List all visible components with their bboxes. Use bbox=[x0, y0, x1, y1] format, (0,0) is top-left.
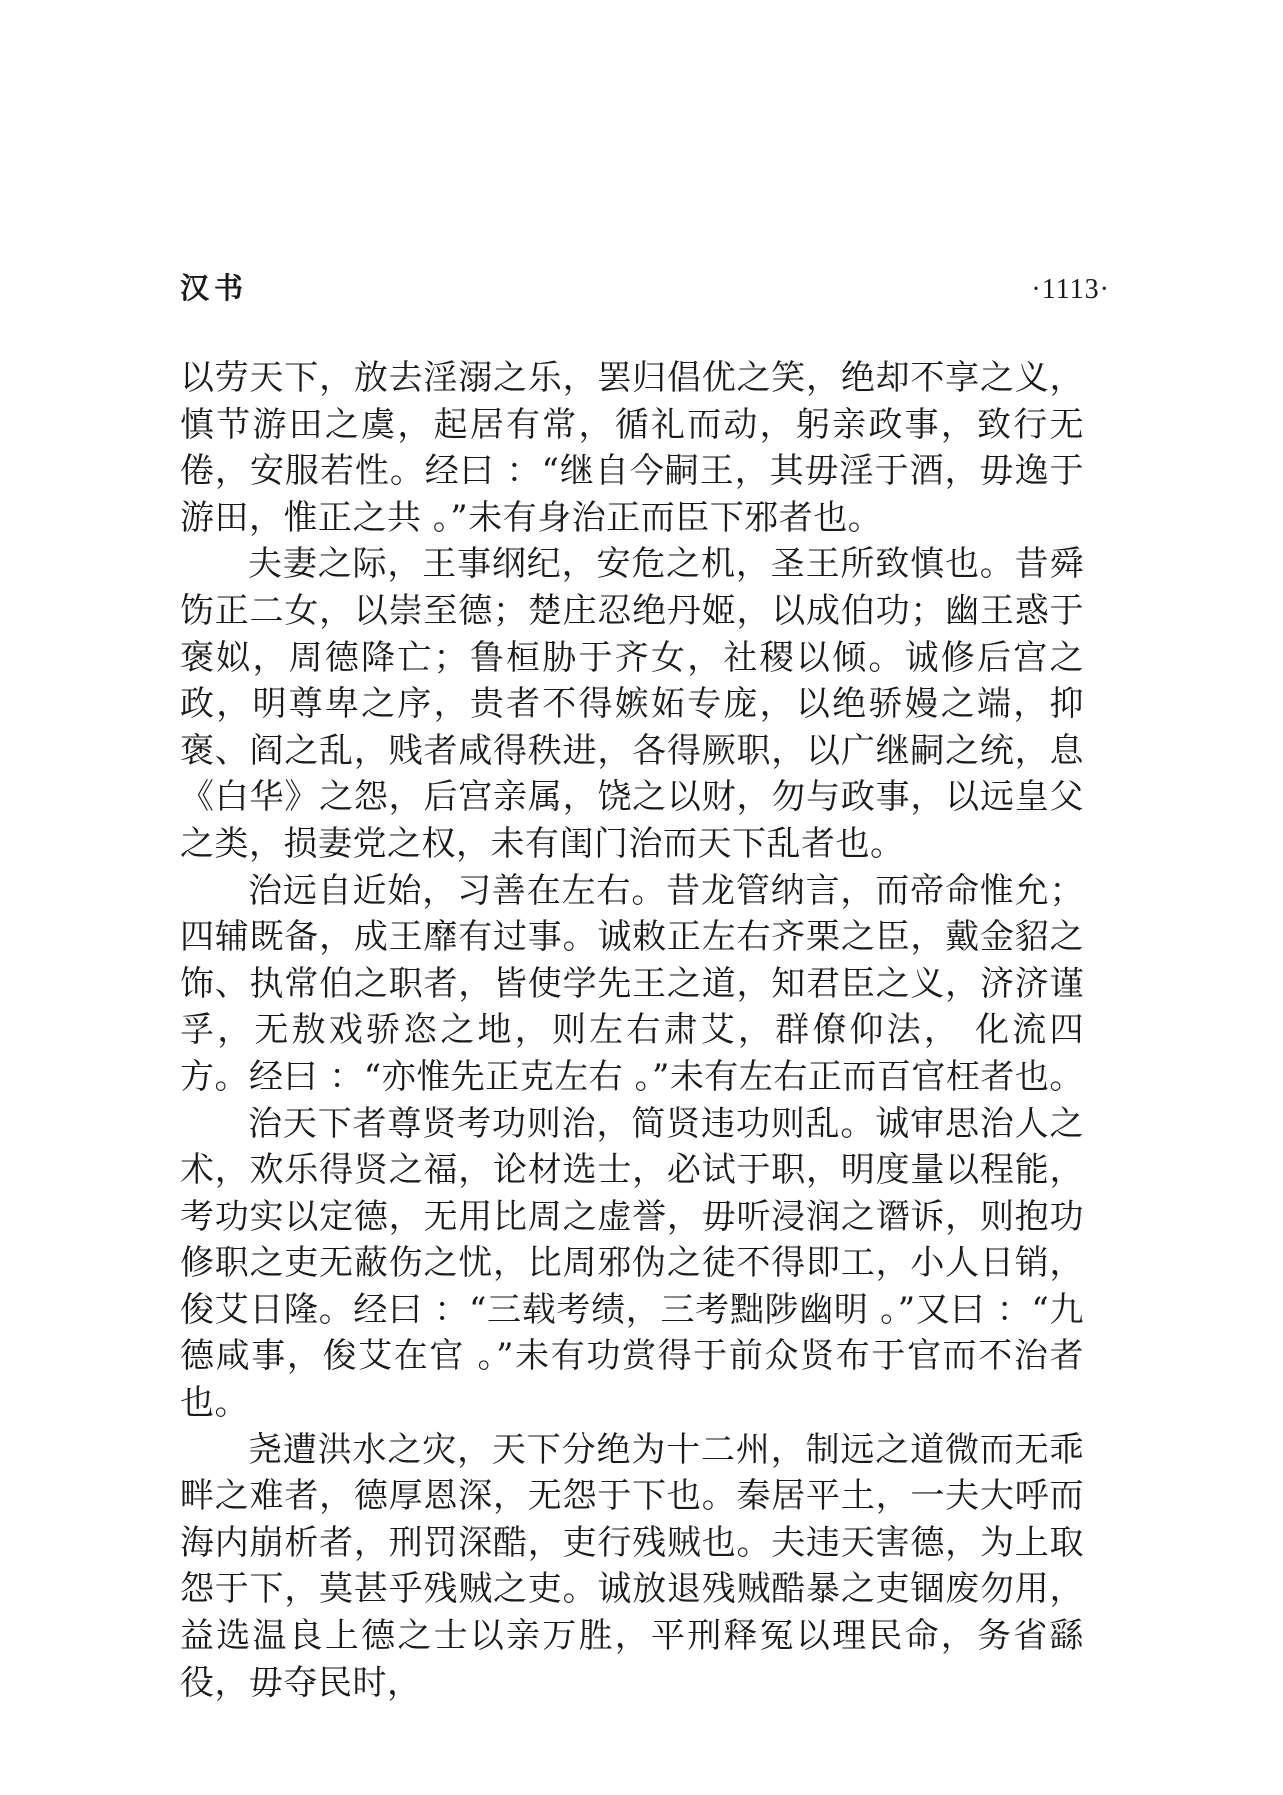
paragraph-1: 以劳天下，放去淫溺之乐，罢归倡优之笑，绝却不享之义，慎节游田之虞，起居有常，循礼而动，躬亲政事，致行无倦，安服若性。经曰 ：“继自今嗣王，其毋淫于酒，毋逸于游田，惟正之共 。”未有身治正而臣下邪者也。 bbox=[180, 358, 1084, 538]
paragraph-3: 治远自近始，习善在左右。昔龙管纳言，而帝命惟允；四辅既备，成王靡有过事。诚敕正左右齐栗之臣，戴金貂之饰、执常伯之职者，皆使学先王之道，知君臣之义，济济谨孚，无敖戏骄恣之地，则左右肃艾，群僚仰法， 化流四方。经曰 ：“亦惟先正克左右 。”未有左右正而百官枉者也。 bbox=[180, 870, 1084, 1097]
paragraph-5: 尧遭洪水之灾，天下分绝为十二州，制远之道微而无乖畔之难者，德厚恩深，无怨于下也。秦居平土，一夫大呼而海内崩析者，刑罚深酷，吏行残贼也。夫违天害德，为上取怨于下，莫甚乎残贼之吏。诚放退残贼酷暴之吏锢废勿用，益选温良上德之士以亲万胜，平刑释冤以理民命，务省繇役，毋夺民时， bbox=[180, 1429, 1084, 1703]
page-number: ·1113· bbox=[1031, 274, 1110, 305]
running-head-title: 汉书 bbox=[180, 271, 249, 305]
paragraph-4: 治天下者尊贤考功则治，简贤违功则乱。诚审思治人之术，欢乐得贤之福，论材选士，必试于职，明度量以程能，考功实以定德，无用比周之虚誉，毋听浸润之谮诉，则抱功修职之吏无蔽伤之忧，比周邪伪之徒不得即工，小人日销，俊艾日隆。经曰 ：“三载考绩，三考黜陟幽明 。”又曰 ：“九德咸事，俊艾在官 。”未有功赏得于前众贤布于官而不治者也。 bbox=[180, 1103, 1084, 1424]
body-text bbox=[180, 355, 1084, 1706]
paragraph-2: 夫妻之际，王事纲纪，安危之机，圣王所致慎也。昔舜饬正二女，以崇至德；楚庄忍绝丹姬，以成伯功；幽王惑于褒姒，周德降亡；鲁桓胁于齐女，社稷以倾。诚修后宫之政，明尊卑之序，贵者不得嫉妬专庞，以绝骄嫚之端，抑褒、阎之乱，贱者咸得秩进，各得厥职，以广继嗣之统，息《白华》之怨，后宫亲属，饶之以财，勿与政事，以远皇父之类，损妻党之权，未有闺门治而天下乱者也。 bbox=[180, 544, 1084, 864]
